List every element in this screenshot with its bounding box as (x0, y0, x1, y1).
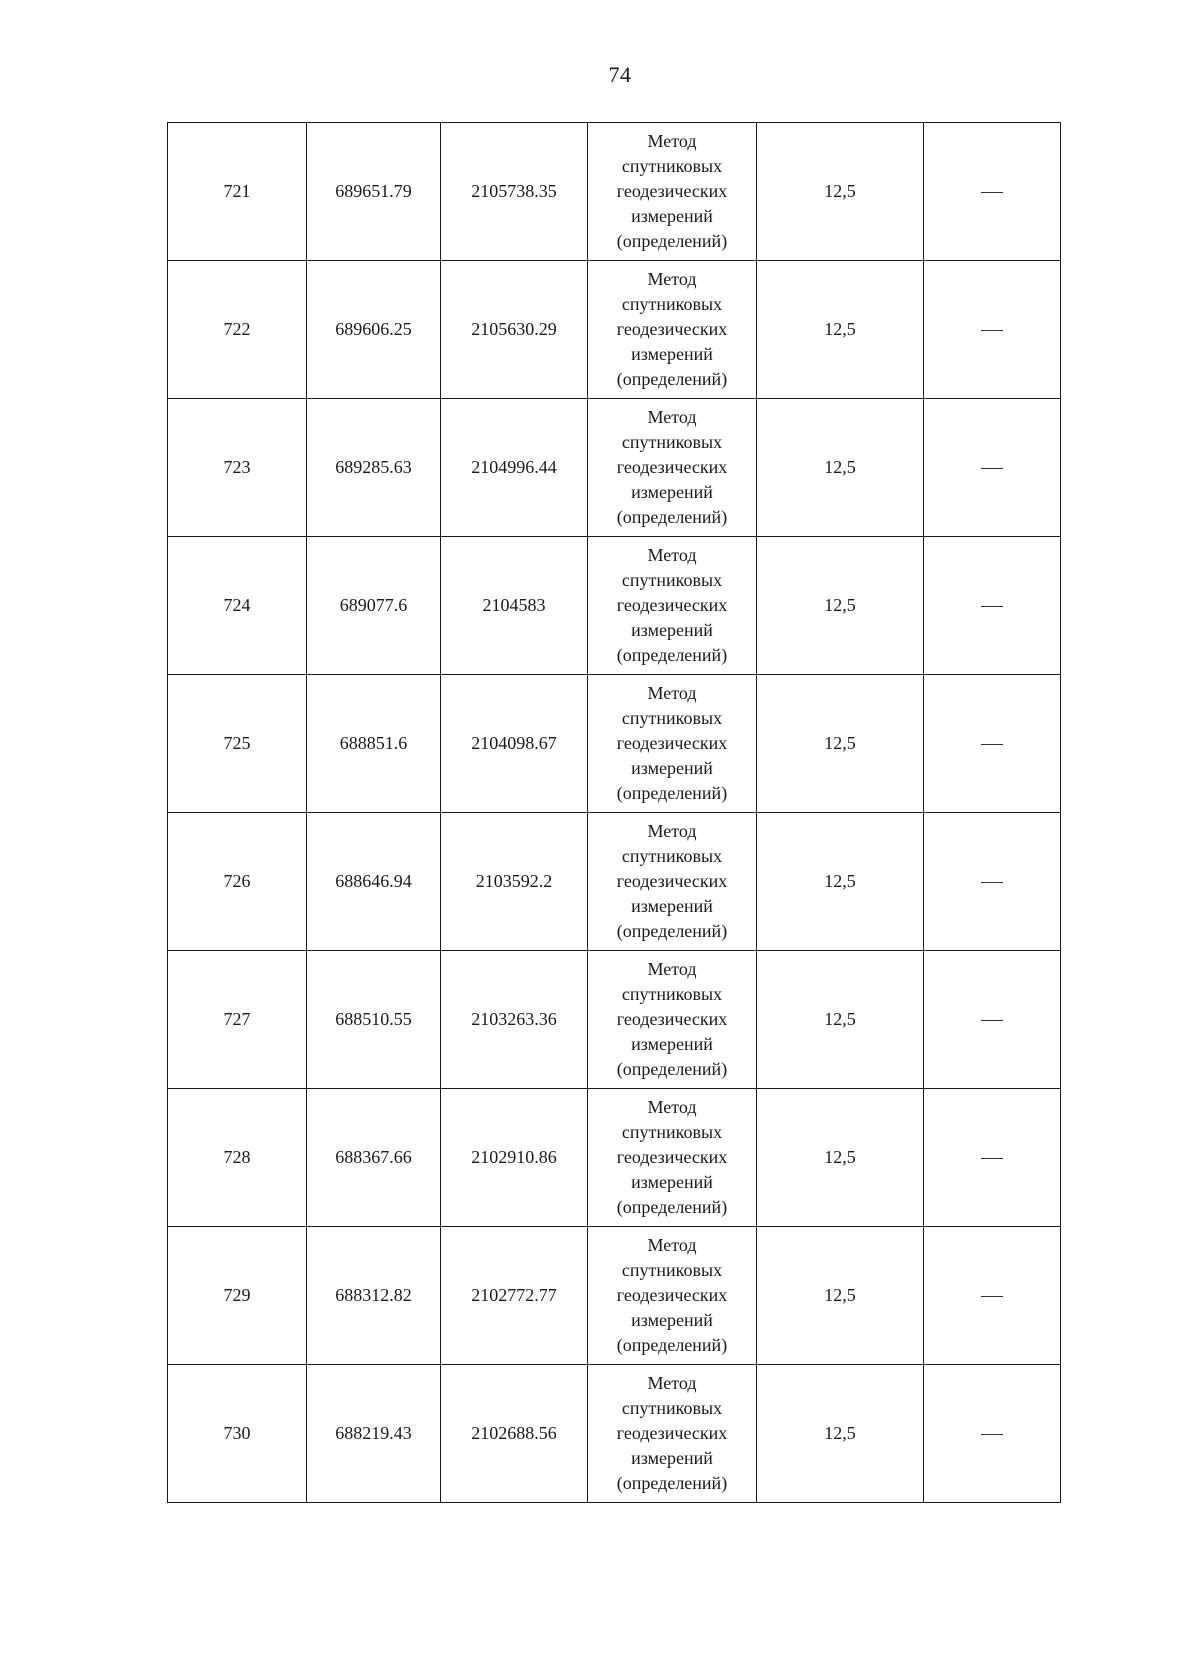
table-row (168, 1365, 1061, 1503)
method-line: (определений) (616, 231, 728, 251)
dash-mark (981, 744, 1003, 745)
method-line: спутниковых (621, 432, 723, 452)
accuracy-cell: 12,5 (757, 261, 924, 399)
point-number-cell: 730 (168, 1365, 307, 1503)
dash-mark (981, 1020, 1003, 1021)
method-line: измерений (631, 896, 713, 916)
method-line: Метод (647, 269, 697, 289)
note-cell (924, 399, 1061, 537)
note-cell (924, 1089, 1061, 1227)
accuracy-cell: 12,5 (757, 951, 924, 1089)
method-line: измерений (631, 758, 713, 778)
method-line: спутниковых (621, 1122, 723, 1142)
method-line: спутниковых (621, 846, 723, 866)
point-number-cell: 729 (168, 1227, 307, 1365)
note-cell (924, 261, 1061, 399)
method-cell (588, 675, 757, 813)
y-coordinate-cell: 2103592.2 (441, 813, 588, 951)
method-line: (определений) (616, 1335, 728, 1355)
dash-mark (981, 1158, 1003, 1159)
method-line: (определений) (616, 1197, 728, 1217)
method-cell (588, 399, 757, 537)
page-number: 74 (608, 62, 632, 87)
method-line: спутниковых (621, 1398, 723, 1418)
y-coordinate-cell: 2104098.67 (441, 675, 588, 813)
method-line: (определений) (616, 507, 728, 527)
x-coordinate-cell: 689285.63 (307, 399, 441, 537)
dash-mark (981, 330, 1003, 331)
method-line: спутниковых (621, 156, 723, 176)
method-line: спутниковых (621, 294, 723, 314)
y-coordinate-cell: 2104996.44 (441, 399, 588, 537)
method-line: Метод (647, 821, 697, 841)
method-line: геодезических (616, 1285, 728, 1305)
method-cell (588, 813, 757, 951)
method-cell (588, 951, 757, 1089)
point-number-cell: 723 (168, 399, 307, 537)
point-number-cell: 727 (168, 951, 307, 1089)
x-coordinate-cell: 688646.94 (307, 813, 441, 951)
table-row (168, 813, 1061, 951)
accuracy-cell: 12,5 (757, 399, 924, 537)
method-line: спутниковых (621, 984, 723, 1004)
x-coordinate-cell: 688367.66 (307, 1089, 441, 1227)
y-coordinate-cell: 2104583 (441, 537, 588, 675)
method-line: измерений (631, 1172, 713, 1192)
dash-mark (981, 1434, 1003, 1435)
table-row (168, 123, 1061, 261)
x-coordinate-cell: 688510.55 (307, 951, 441, 1089)
point-number-cell: 724 (168, 537, 307, 675)
note-cell (924, 1227, 1061, 1365)
method-cell (588, 123, 757, 261)
method-line: измерений (631, 1448, 713, 1468)
accuracy-cell: 12,5 (757, 1227, 924, 1365)
point-number-cell: 725 (168, 675, 307, 813)
method-line: геодезических (616, 733, 728, 753)
y-coordinate-cell: 2105738.35 (441, 123, 588, 261)
method-line: геодезических (616, 1147, 728, 1167)
x-coordinate-cell: 688312.82 (307, 1227, 441, 1365)
method-line: (определений) (616, 645, 728, 665)
coordinates-table-body (168, 123, 1061, 1503)
method-line: геодезических (616, 1423, 728, 1443)
method-line: (определений) (616, 921, 728, 941)
method-line: Метод (647, 1235, 697, 1255)
y-coordinate-cell: 2102688.56 (441, 1365, 588, 1503)
x-coordinate-cell: 689606.25 (307, 261, 441, 399)
method-line: (определений) (616, 1473, 728, 1493)
method-line: спутниковых (621, 570, 723, 590)
accuracy-cell: 12,5 (757, 537, 924, 675)
method-line: спутниковых (621, 708, 723, 728)
accuracy-cell: 12,5 (757, 123, 924, 261)
point-number-cell: 722 (168, 261, 307, 399)
method-line: (определений) (616, 1059, 728, 1079)
point-number-cell: 728 (168, 1089, 307, 1227)
dash-mark (981, 882, 1003, 883)
method-line: Метод (647, 1373, 697, 1393)
method-line: геодезических (616, 1009, 728, 1029)
x-coordinate-cell: 688219.43 (307, 1365, 441, 1503)
method-line: измерений (631, 206, 713, 226)
table-row (168, 261, 1061, 399)
x-coordinate-cell: 689077.6 (307, 537, 441, 675)
method-line: измерений (631, 344, 713, 364)
note-cell (924, 813, 1061, 951)
method-line: измерений (631, 1034, 713, 1054)
method-cell (588, 1089, 757, 1227)
method-line: геодезических (616, 319, 728, 339)
method-line: Метод (647, 131, 697, 151)
note-cell (924, 675, 1061, 813)
table-row (168, 1227, 1061, 1365)
note-cell (924, 537, 1061, 675)
x-coordinate-cell: 689651.79 (307, 123, 441, 261)
y-coordinate-cell: 2103263.36 (441, 951, 588, 1089)
y-coordinate-cell: 2105630.29 (441, 261, 588, 399)
method-cell (588, 1365, 757, 1503)
accuracy-cell: 12,5 (757, 1365, 924, 1503)
method-line: спутниковых (621, 1260, 723, 1280)
method-line: измерений (631, 620, 713, 640)
method-line: Метод (647, 545, 697, 565)
method-line: геодезических (616, 181, 728, 201)
table-row (168, 951, 1061, 1089)
method-line: Метод (647, 407, 697, 427)
method-line: измерений (631, 1310, 713, 1330)
table-row (168, 537, 1061, 675)
dash-mark (981, 606, 1003, 607)
method-cell (588, 537, 757, 675)
y-coordinate-cell: 2102910.86 (441, 1089, 588, 1227)
method-line: Метод (647, 1097, 697, 1117)
point-number-cell: 721 (168, 123, 307, 261)
y-coordinate-cell: 2102772.77 (441, 1227, 588, 1365)
table-row (168, 675, 1061, 813)
method-cell (588, 261, 757, 399)
accuracy-cell: 12,5 (757, 813, 924, 951)
dash-mark (981, 192, 1003, 193)
note-cell (924, 123, 1061, 261)
method-line: (определений) (616, 369, 728, 389)
accuracy-cell: 12,5 (757, 675, 924, 813)
note-cell (924, 1365, 1061, 1503)
dash-mark (981, 468, 1003, 469)
dash-mark (981, 1296, 1003, 1297)
method-line: геодезических (616, 457, 728, 477)
note-cell (924, 951, 1061, 1089)
accuracy-cell: 12,5 (757, 1089, 924, 1227)
method-line: Метод (647, 683, 697, 703)
method-line: Метод (647, 959, 697, 979)
point-number-cell: 726 (168, 813, 307, 951)
method-line: (определений) (616, 783, 728, 803)
table-row (168, 399, 1061, 537)
method-line: измерений (631, 482, 713, 502)
table-row (168, 1089, 1061, 1227)
method-cell (588, 1227, 757, 1365)
x-coordinate-cell: 688851.6 (307, 675, 441, 813)
method-line: геодезических (616, 871, 728, 891)
coordinates-table (167, 122, 1061, 1503)
method-line: геодезических (616, 595, 728, 615)
